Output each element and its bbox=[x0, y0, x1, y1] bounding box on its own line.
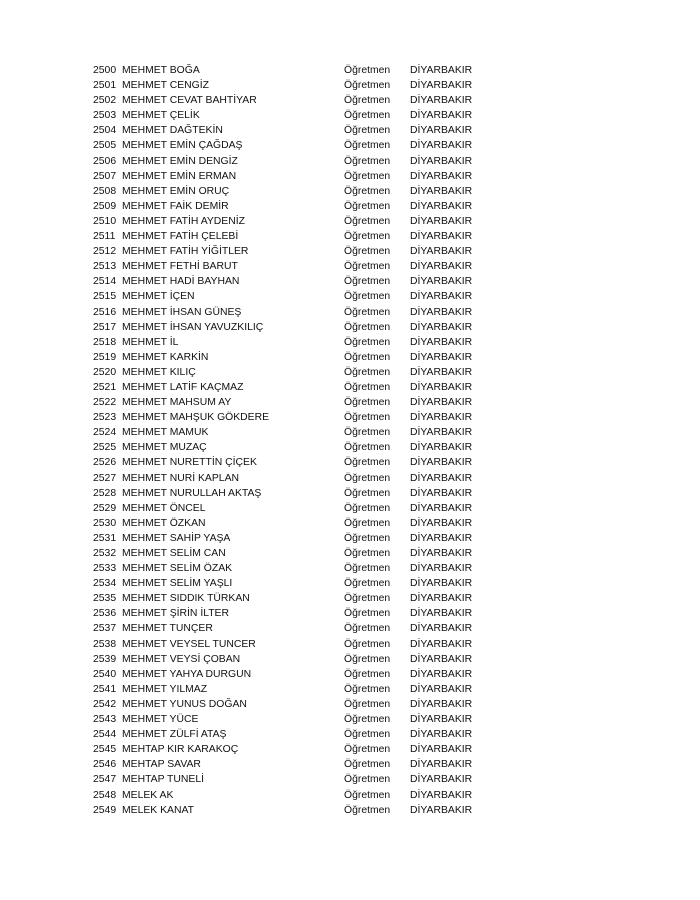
row-number: 2537 bbox=[93, 623, 117, 635]
person-name: MEHMET YÜCE bbox=[122, 714, 199, 726]
row-number: 2501 bbox=[93, 80, 117, 92]
list-row bbox=[93, 606, 513, 621]
city: DİYARBAKIR bbox=[410, 140, 473, 152]
city: DİYARBAKIR bbox=[410, 397, 473, 409]
profession: Öğretmen bbox=[344, 759, 391, 771]
row-number: 2542 bbox=[93, 698, 117, 710]
profession: Öğretmen bbox=[344, 683, 391, 695]
person-name: MEHMET İÇEN bbox=[122, 291, 195, 303]
profession: Öğretmen bbox=[344, 200, 391, 212]
profession: Öğretmen bbox=[344, 789, 391, 801]
row-number: 2539 bbox=[93, 653, 117, 665]
list-row bbox=[93, 214, 513, 229]
city: DİYARBAKIR bbox=[410, 668, 473, 680]
city: DİYARBAKIR bbox=[410, 351, 473, 363]
list-row bbox=[93, 471, 513, 486]
list-row bbox=[93, 365, 513, 380]
person-name: MEHMET SIDDIK TÜRKAN bbox=[122, 593, 250, 605]
row-number: 2530 bbox=[93, 517, 117, 529]
person-name: MEHMET DAĞTEKİN bbox=[122, 125, 223, 137]
row-number: 2502 bbox=[93, 95, 117, 107]
person-name: MEHMET İHSAN GÜNEŞ bbox=[122, 306, 242, 318]
city: DİYARBAKIR bbox=[410, 759, 473, 771]
row-number: 2521 bbox=[93, 381, 117, 393]
row-number: 2549 bbox=[93, 804, 117, 816]
row-number: 2525 bbox=[93, 442, 117, 454]
profession: Öğretmen bbox=[344, 397, 391, 409]
person-name: MEHMET EMİN ORUÇ bbox=[122, 185, 230, 197]
row-number: 2526 bbox=[93, 457, 117, 469]
city: DİYARBAKIR bbox=[410, 442, 473, 454]
city: DİYARBAKIR bbox=[410, 306, 473, 318]
city: DİYARBAKIR bbox=[410, 714, 473, 726]
person-name: MEHMET TUNÇER bbox=[122, 623, 213, 635]
profession: Öğretmen bbox=[344, 774, 391, 786]
list-row bbox=[93, 425, 513, 440]
person-name: MEHMET FATİH YİĞİTLER bbox=[122, 246, 249, 258]
list-row bbox=[93, 455, 513, 470]
profession: Öğretmen bbox=[344, 351, 391, 363]
list-row bbox=[93, 169, 513, 184]
person-name: MEHMET SELİM CAN bbox=[122, 548, 226, 559]
row-number: 2512 bbox=[93, 246, 117, 258]
profession: Öğretmen bbox=[344, 442, 391, 454]
person-name: MEHMET EMİN ERMAN bbox=[122, 170, 237, 182]
profession: Öğretmen bbox=[344, 321, 391, 333]
person-name: MEHMET YAHYA DURGUN bbox=[122, 668, 252, 680]
city: DİYARBAKIR bbox=[410, 321, 473, 333]
person-name: MEHTAP TUNELİ bbox=[122, 774, 204, 786]
profession: Öğretmen bbox=[344, 185, 391, 197]
person-name: MEHMET SAHİP YAŞA bbox=[122, 532, 231, 544]
person-name: MEHMET NURETTİN ÇİÇEK bbox=[122, 457, 257, 469]
row-number: 2509 bbox=[93, 200, 117, 212]
row-number: 2548 bbox=[93, 789, 117, 801]
list-row bbox=[93, 259, 513, 274]
list-row bbox=[93, 621, 513, 636]
row-number: 2503 bbox=[93, 110, 117, 122]
row-number: 2545 bbox=[93, 744, 117, 756]
profession: Öğretmen bbox=[344, 714, 391, 726]
city: DİYARBAKIR bbox=[410, 261, 473, 273]
city: DİYARBAKIR bbox=[410, 548, 473, 559]
row-number: 2507 bbox=[93, 170, 117, 182]
profession: Öğretmen bbox=[344, 80, 391, 92]
city: DİYARBAKIR bbox=[410, 200, 473, 212]
list-row bbox=[93, 410, 513, 425]
profession: Öğretmen bbox=[344, 381, 391, 393]
city: DİYARBAKIR bbox=[410, 653, 473, 665]
person-name: MEHTAP SAVAR bbox=[122, 759, 201, 771]
list-row bbox=[93, 561, 513, 576]
profession: Öğretmen bbox=[344, 65, 391, 76]
profession: Öğretmen bbox=[344, 215, 391, 227]
list-row bbox=[93, 667, 513, 682]
person-name: MEHMET VEYSEL TUNCER bbox=[122, 638, 256, 650]
list-row bbox=[93, 712, 513, 727]
profession: Öğretmen bbox=[344, 261, 391, 273]
profession: Öğretmen bbox=[344, 744, 391, 756]
person-name: MEHMET CEVAT BAHTİYAR bbox=[122, 95, 257, 107]
profession: Öğretmen bbox=[344, 638, 391, 650]
list-row bbox=[93, 199, 513, 214]
person-name: MEHMET CENGİZ bbox=[122, 80, 209, 92]
person-name: MEHMET EMİN DENGİZ bbox=[122, 155, 238, 167]
city: DİYARBAKIR bbox=[410, 125, 473, 137]
list-row bbox=[93, 274, 513, 289]
city: DİYARBAKIR bbox=[410, 427, 473, 439]
row-number: 2532 bbox=[93, 548, 117, 559]
profession: Öğretmen bbox=[344, 548, 391, 559]
city: DİYARBAKIR bbox=[410, 80, 473, 92]
row-number: 2536 bbox=[93, 608, 117, 620]
list-row bbox=[93, 772, 513, 787]
list-row bbox=[93, 350, 513, 365]
person-name: MEHMET ŞİRİN İLTER bbox=[122, 608, 229, 620]
person-name: MEHMET KILIÇ bbox=[122, 366, 196, 378]
city: DİYARBAKIR bbox=[410, 185, 473, 197]
list-row bbox=[93, 516, 513, 531]
list-row bbox=[93, 637, 513, 652]
city: DİYARBAKIR bbox=[410, 593, 473, 605]
list-row bbox=[93, 320, 513, 335]
row-number: 2541 bbox=[93, 683, 117, 695]
row-number: 2504 bbox=[93, 125, 117, 137]
row-number: 2527 bbox=[93, 472, 117, 484]
city: DİYARBAKIR bbox=[410, 532, 473, 544]
person-name: MEHMET VEYSİ ÇOBAN bbox=[122, 653, 241, 665]
list-row bbox=[93, 78, 513, 93]
row-number: 2547 bbox=[93, 774, 117, 786]
list-row bbox=[93, 184, 513, 199]
city: DİYARBAKIR bbox=[410, 608, 473, 620]
city: DİYARBAKIR bbox=[410, 487, 473, 499]
profession: Öğretmen bbox=[344, 276, 391, 288]
row-number: 2513 bbox=[93, 261, 117, 273]
row-number: 2538 bbox=[93, 638, 117, 650]
list-row bbox=[93, 440, 513, 455]
city: DİYARBAKIR bbox=[410, 683, 473, 695]
profession: Öğretmen bbox=[344, 231, 391, 243]
profession: Öğretmen bbox=[344, 457, 391, 469]
city: DİYARBAKIR bbox=[410, 366, 473, 378]
city: DİYARBAKIR bbox=[410, 457, 473, 469]
city: DİYARBAKIR bbox=[410, 472, 473, 484]
person-name: MEHMET KARKİN bbox=[122, 351, 209, 363]
list-row bbox=[93, 591, 513, 606]
city: DİYARBAKIR bbox=[410, 623, 473, 635]
list-row bbox=[93, 63, 513, 78]
list-row bbox=[93, 123, 513, 138]
profession: Öğretmen bbox=[344, 502, 391, 514]
list-row bbox=[93, 682, 513, 697]
person-name: MEHMET FETHİ BARUT bbox=[122, 261, 238, 273]
profession: Öğretmen bbox=[344, 291, 391, 303]
profession: Öğretmen bbox=[344, 472, 391, 484]
city: DİYARBAKIR bbox=[410, 804, 473, 816]
person-name: MEHMET YUNUS DOĞAN bbox=[122, 698, 247, 710]
list-row bbox=[93, 229, 513, 244]
list-row bbox=[93, 697, 513, 712]
city: DİYARBAKIR bbox=[410, 155, 473, 167]
city: DİYARBAKIR bbox=[410, 231, 473, 243]
row-number: 2510 bbox=[93, 215, 117, 227]
teacher-list bbox=[93, 63, 513, 818]
person-name: MEHMET YILMAZ bbox=[122, 683, 208, 695]
person-name: MEHMET ZÜLFİ ATAŞ bbox=[122, 729, 227, 741]
profession: Öğretmen bbox=[344, 412, 391, 424]
row-number: 2518 bbox=[93, 336, 117, 348]
city: DİYARBAKIR bbox=[410, 336, 473, 348]
person-name: MEHMET ÖNCEL bbox=[122, 502, 206, 514]
row-number: 2534 bbox=[93, 578, 117, 590]
list-row bbox=[93, 380, 513, 395]
city: DİYARBAKIR bbox=[410, 412, 473, 424]
person-name: MEHMET LATİF KAÇMAZ bbox=[122, 381, 244, 393]
city: DİYARBAKIR bbox=[410, 774, 473, 786]
list-row bbox=[93, 576, 513, 591]
person-name: MEHMET İL bbox=[122, 336, 179, 348]
profession: Öğretmen bbox=[344, 653, 391, 665]
person-name: MEHTAP KIR KARAKOÇ bbox=[122, 744, 239, 756]
row-number: 2517 bbox=[93, 321, 117, 333]
city: DİYARBAKIR bbox=[410, 578, 473, 590]
profession: Öğretmen bbox=[344, 95, 391, 107]
row-number: 2511 bbox=[93, 231, 116, 243]
row-number: 2540 bbox=[93, 668, 117, 680]
person-name: MEHMET HADİ BAYHAN bbox=[122, 276, 240, 288]
list-row bbox=[93, 289, 513, 304]
person-name: MEHMET SELİM ÖZAK bbox=[122, 563, 233, 575]
city: DİYARBAKIR bbox=[410, 563, 473, 575]
person-name: MEHMET MAHŞUK GÖKDERE bbox=[122, 412, 270, 424]
profession: Öğretmen bbox=[344, 517, 391, 529]
city: DİYARBAKIR bbox=[410, 729, 473, 741]
list-row bbox=[93, 742, 513, 757]
row-number: 2500 bbox=[93, 65, 117, 76]
list-row bbox=[93, 652, 513, 667]
person-name: MEHMET İHSAN YAVUZKILIÇ bbox=[122, 321, 264, 333]
row-number: 2522 bbox=[93, 397, 117, 409]
list-row bbox=[93, 93, 513, 108]
row-number: 2528 bbox=[93, 487, 117, 499]
list-row bbox=[93, 335, 513, 350]
city: DİYARBAKIR bbox=[410, 246, 473, 258]
list-row bbox=[93, 305, 513, 320]
row-number: 2519 bbox=[93, 351, 117, 363]
person-name: MELEK KANAT bbox=[122, 804, 194, 816]
list-row bbox=[93, 546, 513, 561]
list-row bbox=[93, 138, 513, 153]
list-row bbox=[93, 486, 513, 501]
profession: Öğretmen bbox=[344, 427, 391, 439]
row-number: 2529 bbox=[93, 502, 117, 514]
row-number: 2515 bbox=[93, 291, 117, 303]
list-row bbox=[93, 727, 513, 742]
person-name: MEHMET MAMUK bbox=[122, 427, 209, 439]
person-name: MELEK AK bbox=[122, 789, 174, 801]
city: DİYARBAKIR bbox=[410, 381, 473, 393]
person-name: MEHMET FATİH AYDENİZ bbox=[122, 215, 245, 227]
person-name: MEHMET FAİK DEMİR bbox=[122, 200, 229, 212]
city: DİYARBAKIR bbox=[410, 698, 473, 710]
profession: Öğretmen bbox=[344, 578, 391, 590]
city: DİYARBAKIR bbox=[410, 744, 473, 756]
profession: Öğretmen bbox=[344, 336, 391, 348]
profession: Öğretmen bbox=[344, 623, 391, 635]
row-number: 2506 bbox=[93, 155, 117, 167]
row-number: 2535 bbox=[93, 593, 117, 605]
list-row bbox=[93, 395, 513, 410]
list-row bbox=[93, 154, 513, 169]
row-number: 2546 bbox=[93, 759, 117, 771]
list-row bbox=[93, 244, 513, 259]
city: DİYARBAKIR bbox=[410, 276, 473, 288]
city: DİYARBAKIR bbox=[410, 638, 473, 650]
city: DİYARBAKIR bbox=[410, 517, 473, 529]
city: DİYARBAKIR bbox=[410, 95, 473, 107]
person-name: MEHMET ÇELİK bbox=[122, 110, 200, 122]
city: DİYARBAKIR bbox=[410, 65, 473, 76]
list-row bbox=[93, 531, 513, 546]
row-number: 2523 bbox=[93, 412, 117, 424]
profession: Öğretmen bbox=[344, 487, 391, 499]
profession: Öğretmen bbox=[344, 170, 391, 182]
row-number: 2520 bbox=[93, 366, 117, 378]
profession: Öğretmen bbox=[344, 246, 391, 258]
profession: Öğretmen bbox=[344, 155, 391, 167]
profession: Öğretmen bbox=[344, 563, 391, 575]
profession: Öğretmen bbox=[344, 804, 391, 816]
person-name: MEHMET MAHSUM AY bbox=[122, 397, 232, 409]
person-name: MEHMET BOĞA bbox=[122, 65, 200, 76]
row-number: 2516 bbox=[93, 306, 117, 318]
city: DİYARBAKIR bbox=[410, 789, 473, 801]
profession: Öğretmen bbox=[344, 125, 391, 137]
city: DİYARBAKIR bbox=[410, 215, 473, 227]
person-name: MEHMET NURULLAH AKTAŞ bbox=[122, 487, 262, 499]
list-row bbox=[93, 803, 513, 818]
row-number: 2531 bbox=[93, 532, 117, 544]
city: DİYARBAKIR bbox=[410, 502, 473, 514]
list-row bbox=[93, 788, 513, 803]
profession: Öğretmen bbox=[344, 306, 391, 318]
list-row bbox=[93, 501, 513, 516]
profession: Öğretmen bbox=[344, 593, 391, 605]
profession: Öğretmen bbox=[344, 532, 391, 544]
row-number: 2524 bbox=[93, 427, 117, 439]
profession: Öğretmen bbox=[344, 698, 391, 710]
profession: Öğretmen bbox=[344, 110, 391, 122]
profession: Öğretmen bbox=[344, 140, 391, 152]
row-number: 2544 bbox=[93, 729, 117, 741]
row-number: 2505 bbox=[93, 140, 117, 152]
person-name: MEHMET FATİH ÇELEBİ bbox=[122, 231, 239, 243]
city: DİYARBAKIR bbox=[410, 110, 473, 122]
person-name: MEHMET EMİN ÇAĞDAŞ bbox=[122, 140, 243, 152]
person-name: MEHMET SELİM YAŞLI bbox=[122, 578, 233, 590]
row-number: 2543 bbox=[93, 714, 117, 726]
person-name: MEHMET NURİ KAPLAN bbox=[122, 472, 240, 484]
profession: Öğretmen bbox=[344, 608, 391, 620]
city: DİYARBAKIR bbox=[410, 170, 473, 182]
person-name: MEHMET ÖZKAN bbox=[122, 517, 206, 529]
city: DİYARBAKIR bbox=[410, 291, 473, 303]
row-number: 2508 bbox=[93, 185, 117, 197]
profession: Öğretmen bbox=[344, 729, 391, 741]
list-row bbox=[93, 108, 513, 123]
list-row bbox=[93, 757, 513, 772]
profession: Öğretmen bbox=[344, 366, 391, 378]
profession: Öğretmen bbox=[344, 668, 391, 680]
row-number: 2533 bbox=[93, 563, 117, 575]
person-name: MEHMET MUZAÇ bbox=[122, 442, 207, 454]
row-number: 2514 bbox=[93, 276, 117, 288]
